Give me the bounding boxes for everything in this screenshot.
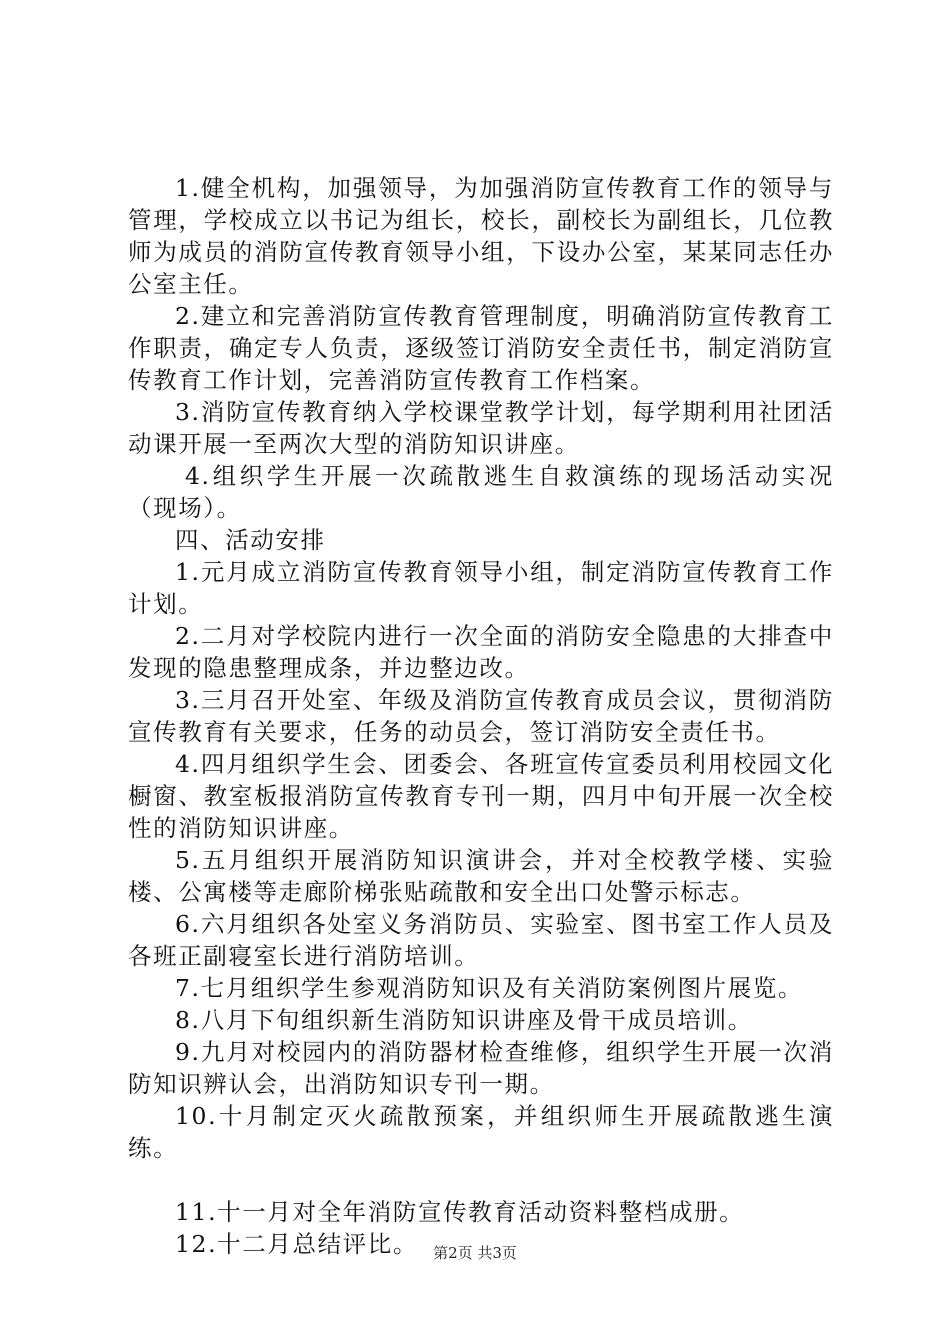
paragraph-may: 5.五月组织开展消防知识演讲会，并对全校教学楼、实验楼、公寓楼等走廊阶梯张贴疏散和安全出口处警示标志。 [128,846,834,906]
section-heading-activity-arrangement: 四、活动安排 [175,526,326,554]
paragraph-september: 9.九月对校园内的消防器材检查维修，组织学生开展一次消防知识辨认会，出消防知识专刊一期。 [128,1038,834,1098]
paragraph-establish-organization: 1.健全机构，加强领导，为加强消防宣传教育工作的领导与管理，学校成立以书记为组长，校长，副校长为副组长，几位教师为成员的消防宣传教育领导小组，下设办公室，某某同志任办公室主任。 [128,174,834,298]
page-number-footer: 第2页 共3页 [433,1244,517,1262]
paragraph-evacuation-drill: 4.组织学生开展一次疏散逃生自救演练的现场活动实况（现场）。 [128,462,834,522]
paragraph-management-system: 2.建立和完善消防宣传教育管理制度，明确消防宣传教育工作职责，确定专人负责，逐级签订消防安全责任书，制定消防宣传教育工作计划，完善消防宣传教育工作档案。 [128,302,834,394]
paragraph-march: 3.三月召开处室、年级及消防宣传教育成员会议，贯彻消防宣传教育有关要求，任务的动员会，签订消防安全责任书。 [128,686,834,746]
document-body [128,172,834,1260]
paragraph-january: 1.元月成立消防宣传教育领导小组，制定消防宣传教育工作计划。 [128,558,834,618]
paragraph-july: 7.七月组织学生参观消防知识及有关消防案例图片展览。 [175,974,804,1002]
paragraph-june: 6.六月组织各处室义务消防员、实验室、图书室工作人员及各班正副寝室长进行消防培训。 [128,910,834,970]
paragraph-november: 11.十一月对全年消防宣传教育活动资料整档成册。 [175,1198,745,1226]
paragraph-december: 12.十二月总结评比。 [175,1230,418,1258]
paragraph-august: 8.八月下旬组织新生消防知识讲座及骨干成员培训。 [175,1006,753,1034]
paragraph-october: 10.十月制定灭火疏散预案，并组织师生开展疏散逃生演练。 [128,1102,834,1162]
paragraph-april: 4.四月组织学生会、团委会、各班宣传宣委员利用校园文化橱窗、教室板报消防宣传教育专刊一期，四月中旬开展一次全校性的消防知识讲座。 [128,750,834,842]
paragraph-classroom-plan: 3.消防宣传教育纳入学校课堂教学计划，每学期利用社团活动课开展一至两次大型的消防知识讲座。 [128,398,834,458]
paragraph-february: 2.二月对学校院内进行一次全面的消防安全隐患的大排查中发现的隐患整理成条，并边整边改。 [128,622,834,682]
